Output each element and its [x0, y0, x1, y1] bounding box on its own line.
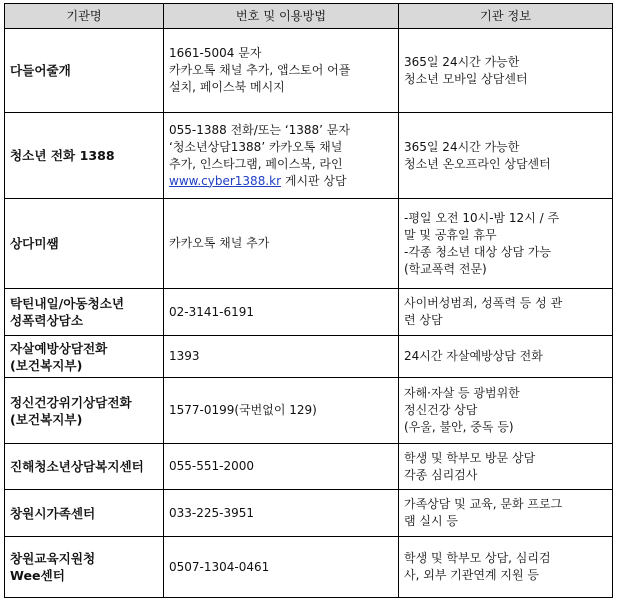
table-row — [5, 537, 613, 598]
contact-method: 033-225-3951 — [164, 490, 399, 537]
table-row — [5, 29, 613, 113]
header-info: 기관 정보 — [399, 4, 613, 29]
institution-name: 정신건강위기상담전화 (보건복지부) — [5, 378, 164, 444]
link-suffix: 게시판 상담 — [281, 173, 347, 188]
contact-method: 1577-0199(국번없이 129) — [164, 378, 399, 444]
counseling-centers-table — [4, 3, 613, 598]
cyber1388-link[interactable]: www.cyber1388.kr — [169, 173, 282, 188]
institution-name: 창원교육지원청 Wee센터 — [5, 537, 164, 598]
table-row — [5, 199, 613, 289]
institution-name: 탁틴내일/아동청소년 성폭력상담소 — [5, 289, 164, 336]
table-row — [5, 490, 613, 537]
institution-name: 상다미쌤 — [5, 199, 164, 289]
institution-name: 진해청소년상담복지센터 — [5, 444, 164, 490]
table-header-row — [5, 4, 613, 29]
institution-info: 자해·자살 등 광범위한 정신건강 상담 (우울, 불안, 중독 등) — [399, 378, 613, 444]
table-row — [5, 444, 613, 490]
institution-info: 학생 및 학부모 방문 상담 각종 심리검사 — [399, 444, 613, 490]
header-contact: 번호 및 이용방법 — [164, 4, 399, 29]
institution-info: 가족상담 및 교육, 문화 프로그 램 실시 등 — [399, 490, 613, 537]
contact-method: 카카오톡 채널 추가 — [164, 199, 399, 289]
institution-name: 자살예방상담전화 (보건복지부) — [5, 336, 164, 378]
contact-method: 0507-1304-0461 — [164, 537, 399, 598]
table-row — [5, 113, 613, 199]
contact-method: 055-551-2000 — [164, 444, 399, 490]
header-institution: 기관명 — [5, 4, 164, 29]
institution-name: 청소년 전화 1388 — [5, 113, 164, 199]
institution-info: -평일 오전 10시-밤 12시 / 주 말 및 공휴일 휴무 -각종 청소년 대상 상담 가능 (학교폭력 전문) — [399, 199, 613, 289]
contact-method: 1393 — [164, 336, 399, 378]
table-row — [5, 336, 613, 378]
institution-name: 다들어줄개 — [5, 29, 164, 113]
institution-name: 창원시가족센터 — [5, 490, 164, 537]
contact-method: 055-1388 전화/또는 ‘1388’ 문자 ‘청소년상담1388’ 카카오톡 채널 추가, 인스타그램, 페이스북, 라인 www.cyber1388.kr 게시판 상담 — [164, 113, 399, 199]
institution-info: 365일 24시간 가능한 청소년 온오프라인 상담센터 — [399, 113, 613, 199]
contact-method: 1661-5004 문자 카카오톡 채널 추가, 앱스토어 어플 설치, 페이스북 메시지 — [164, 29, 399, 113]
institution-info: 365일 24시간 가능한 청소년 모바일 상담센터 — [399, 29, 613, 113]
institution-info: 학생 및 학부모 상담, 심리검 사, 외부 기관연계 지원 등 — [399, 537, 613, 598]
institution-info: 24시간 자살예방상담 전화 — [399, 336, 613, 378]
institution-info: 사이버성범죄, 성폭력 등 성 관 련 상담 — [399, 289, 613, 336]
table-row — [5, 378, 613, 444]
contact-method: 02-3141-6191 — [164, 289, 399, 336]
table-row — [5, 289, 613, 336]
